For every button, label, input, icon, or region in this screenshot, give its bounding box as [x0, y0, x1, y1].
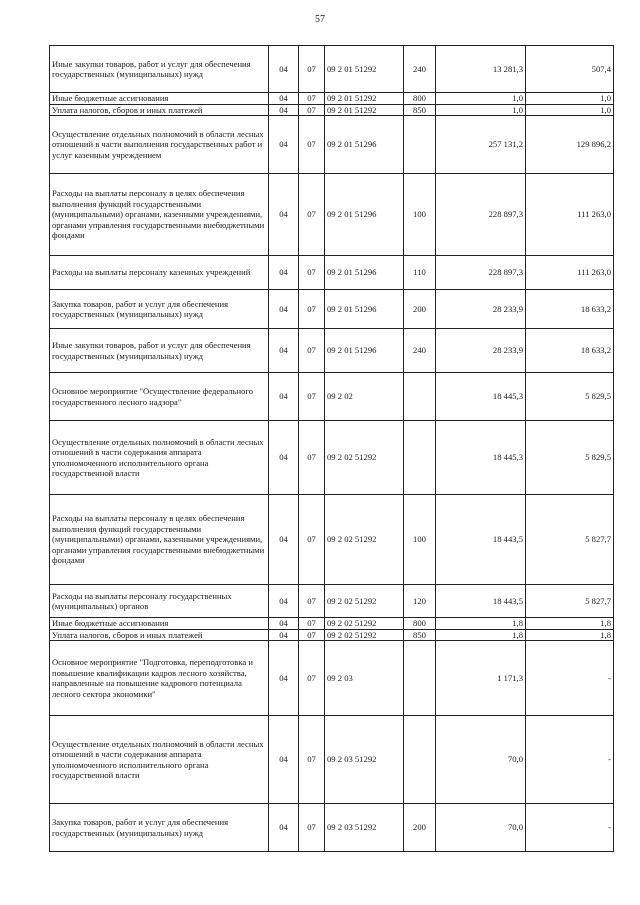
row-sum-2: - [526, 804, 614, 852]
row-sum-1: 257 131,2 [436, 116, 526, 174]
row-pr: 07 [299, 629, 325, 641]
row-name: Закупка товаров, работ и услуг для обеспечения государственных (муниципальных) нужд [50, 804, 269, 852]
row-sum-2: 1,0 [526, 104, 614, 116]
row-name: Расходы на выплаты персоналу в целях обеспечения выполнения функций государственными (муниципальными) органами, казенными учреждениями, органами управления государственными внебюджетными фондами [50, 495, 269, 585]
row-vr: 200 [404, 804, 436, 852]
table-row [50, 629, 614, 641]
row-csr: 09 2 01 51296 [325, 290, 404, 329]
table-row [50, 93, 614, 105]
row-csr: 09 2 01 51296 [325, 174, 404, 256]
row-sum-2: 1,8 [526, 629, 614, 641]
row-vr: 800 [404, 93, 436, 105]
row-csr: 09 2 01 51292 [325, 93, 404, 105]
row-sum-2: 18 633,2 [526, 290, 614, 329]
row-sum-1: 28 233,9 [436, 329, 526, 373]
row-name: Основное мероприятие "Подготовка, переподготовка и повышение квалификации кадров лесного хозяйства, направленные на повышение кадрового потенциала лесного сектора экономики" [50, 641, 269, 716]
table-row [50, 116, 614, 174]
row-csr: 09 2 02 [325, 373, 404, 421]
row-vr [404, 641, 436, 716]
table-row [50, 716, 614, 804]
row-pr: 07 [299, 716, 325, 804]
row-sum-1: 1,8 [436, 629, 526, 641]
row-rz: 04 [269, 585, 299, 618]
row-name: Расходы на выплаты персоналу казенных учреждений [50, 256, 269, 290]
row-sum-2: 5 829,5 [526, 373, 614, 421]
row-vr: 100 [404, 174, 436, 256]
row-sum-2: 1,8 [526, 618, 614, 630]
row-vr: 120 [404, 585, 436, 618]
row-pr: 07 [299, 93, 325, 105]
row-csr: 09 2 02 51292 [325, 629, 404, 641]
row-rz: 04 [269, 618, 299, 630]
row-rz: 04 [269, 716, 299, 804]
row-pr: 07 [299, 641, 325, 716]
row-vr [404, 421, 436, 495]
row-vr: 800 [404, 618, 436, 630]
row-sum-2: 507,4 [526, 46, 614, 93]
row-pr: 07 [299, 290, 325, 329]
table-row [50, 256, 614, 290]
row-vr: 110 [404, 256, 436, 290]
table-row [50, 104, 614, 116]
row-sum-2: 5 827,7 [526, 585, 614, 618]
table-row [50, 641, 614, 716]
row-vr: 240 [404, 46, 436, 93]
table-row [50, 329, 614, 373]
row-name: Расходы на выплаты персоналу государственных (муниципальных) органов [50, 585, 269, 618]
table-row [50, 421, 614, 495]
row-vr: 100 [404, 495, 436, 585]
row-csr: 09 2 02 51292 [325, 585, 404, 618]
row-name: Уплата налогов, сборов и иных платежей [50, 629, 269, 641]
row-pr: 07 [299, 329, 325, 373]
row-pr: 07 [299, 116, 325, 174]
row-rz: 04 [269, 641, 299, 716]
row-sum-2: 18 633,2 [526, 329, 614, 373]
row-rz: 04 [269, 804, 299, 852]
row-vr [404, 116, 436, 174]
row-pr: 07 [299, 373, 325, 421]
row-csr: 09 2 01 51292 [325, 104, 404, 116]
row-rz: 04 [269, 104, 299, 116]
row-pr: 07 [299, 256, 325, 290]
row-vr [404, 716, 436, 804]
row-sum-2: 111 263,0 [526, 174, 614, 256]
row-csr: 09 2 03 51292 [325, 716, 404, 804]
row-pr: 07 [299, 174, 325, 256]
row-pr: 07 [299, 585, 325, 618]
table-row [50, 373, 614, 421]
row-csr: 09 2 03 51292 [325, 804, 404, 852]
row-pr: 07 [299, 421, 325, 495]
row-sum-1: 18 445,3 [436, 421, 526, 495]
row-pr: 07 [299, 618, 325, 630]
page-number: 57 [315, 14, 325, 25]
row-sum-1: 28 233,9 [436, 290, 526, 329]
row-sum-2: - [526, 641, 614, 716]
row-vr [404, 373, 436, 421]
row-csr: 09 2 01 51296 [325, 256, 404, 290]
row-sum-2: 1,0 [526, 93, 614, 105]
table-row [50, 804, 614, 852]
row-csr: 09 2 01 51292 [325, 46, 404, 93]
row-sum-1: 18 445,3 [436, 373, 526, 421]
row-rz: 04 [269, 256, 299, 290]
row-rz: 04 [269, 495, 299, 585]
row-rz: 04 [269, 116, 299, 174]
row-sum-2: 129 896,2 [526, 116, 614, 174]
row-name: Уплата налогов, сборов и иных платежей [50, 104, 269, 116]
row-sum-2: - [526, 716, 614, 804]
row-name: Иные закупки товаров, работ и услуг для обеспечения государственных (муниципальных) нужд [50, 46, 269, 93]
row-pr: 07 [299, 104, 325, 116]
row-rz: 04 [269, 629, 299, 641]
row-csr: 09 2 02 51292 [325, 421, 404, 495]
row-sum-2: 5 827,7 [526, 495, 614, 585]
row-name: Расходы на выплаты персоналу в целях обеспечения выполнения функций государственными (муниципальными) органами, казенными учреждениями, органами управления государственными внебюджетными фондами [50, 174, 269, 256]
row-vr: 850 [404, 104, 436, 116]
row-sum-1: 1,8 [436, 618, 526, 630]
table-row [50, 174, 614, 256]
budget-table [49, 45, 614, 852]
row-sum-1: 228 897,3 [436, 174, 526, 256]
table-row [50, 495, 614, 585]
row-sum-2: 5 829,5 [526, 421, 614, 495]
row-name: Осуществление отдельных полномочий в области лесных отношений в части выполнения государственных работ и услуг казенным учреждением [50, 116, 269, 174]
row-sum-1: 70,0 [436, 804, 526, 852]
row-name: Осуществление отдельных полномочий в области лесных отношений в части содержания аппарата уполномоченного исполнительного органа государственной власти [50, 716, 269, 804]
row-csr: 09 2 01 51296 [325, 116, 404, 174]
table-row [50, 46, 614, 93]
row-rz: 04 [269, 93, 299, 105]
row-rz: 04 [269, 329, 299, 373]
table-row [50, 585, 614, 618]
row-name: Основное мероприятие "Осуществление федерального государственного лесного надзора" [50, 373, 269, 421]
row-sum-1: 13 281,3 [436, 46, 526, 93]
row-rz: 04 [269, 373, 299, 421]
row-rz: 04 [269, 174, 299, 256]
row-name: Иные бюджетные ассигнования [50, 618, 269, 630]
row-csr: 09 2 02 51292 [325, 495, 404, 585]
row-sum-1: 18 443,5 [436, 585, 526, 618]
row-vr: 850 [404, 629, 436, 641]
table-row [50, 618, 614, 630]
row-rz: 04 [269, 421, 299, 495]
row-pr: 07 [299, 46, 325, 93]
row-csr: 09 2 03 [325, 641, 404, 716]
row-pr: 07 [299, 804, 325, 852]
row-vr: 200 [404, 290, 436, 329]
row-name: Закупка товаров, работ и услуг для обеспечения государственных (муниципальных) нужд [50, 290, 269, 329]
row-name: Иные закупки товаров, работ и услуг для обеспечения государственных (муниципальных) нужд [50, 329, 269, 373]
row-sum-1: 1,0 [436, 93, 526, 105]
row-sum-1: 228 897,3 [436, 256, 526, 290]
row-sum-1: 70,0 [436, 716, 526, 804]
row-csr: 09 2 01 51296 [325, 329, 404, 373]
row-sum-1: 1,0 [436, 104, 526, 116]
table-row [50, 290, 614, 329]
row-pr: 07 [299, 495, 325, 585]
row-sum-1: 18 443,5 [436, 495, 526, 585]
row-name: Иные бюджетные ассигнования [50, 93, 269, 105]
row-rz: 04 [269, 290, 299, 329]
row-csr: 09 2 02 51292 [325, 618, 404, 630]
row-name: Осуществление отдельных полномочий в области лесных отношений в части содержания аппарата уполномоченного исполнительного органа государственной власти [50, 421, 269, 495]
row-rz: 04 [269, 46, 299, 93]
row-sum-1: 1 171,3 [436, 641, 526, 716]
row-sum-2: 111 263,0 [526, 256, 614, 290]
row-vr: 240 [404, 329, 436, 373]
